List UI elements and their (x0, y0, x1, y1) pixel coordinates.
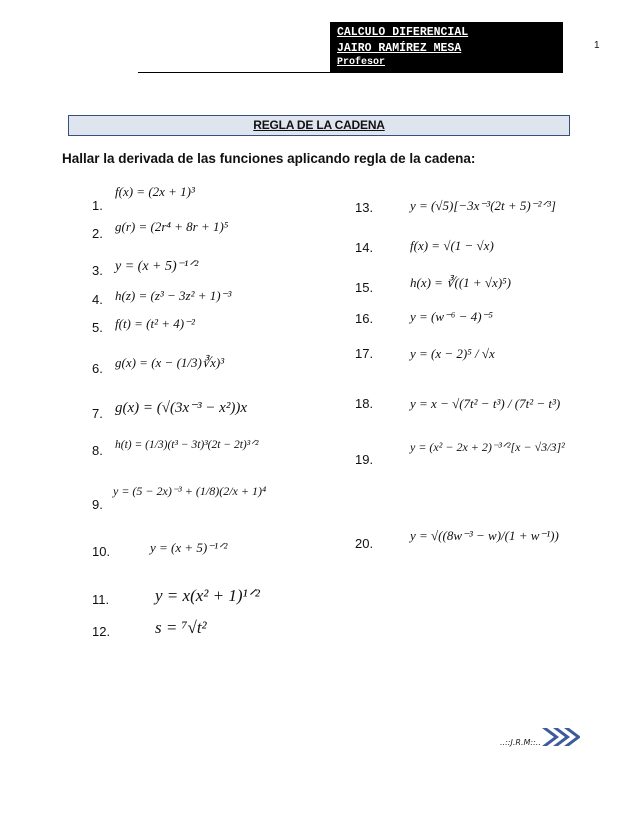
exercise-number: 4. (92, 292, 103, 307)
exercise-expression: g(x) = (x − (1/3)∛x)³ (115, 355, 225, 370)
exercise-number: 17. (355, 346, 374, 361)
exercise-expression: y = x − √(7t² − t³) / (7t² − t³) (410, 396, 561, 411)
exercise-number: 20. (355, 536, 374, 551)
exercise-expression: y = √((8w⁻³ − w)/(1 + w⁻¹)) (410, 528, 559, 543)
page-number: 1 (594, 40, 600, 51)
exercise-expression: f(x) = √(1 − √x) (410, 238, 494, 253)
exercise-number: 10. (92, 544, 111, 559)
exercise-expression: y = (x + 5)⁻¹ᐟ² (150, 540, 228, 555)
exercise-number: 12. (92, 624, 111, 639)
exercise-number: 16. (355, 311, 374, 326)
exercise-number: 14. (355, 240, 374, 255)
exercise-number: 8. (92, 443, 103, 458)
exercise-expression: y = (5 − 2x)⁻³ + (1/8)(2/x + 1)⁴ (113, 484, 267, 498)
exercise-number: 7. (92, 406, 103, 421)
exercise-number: 6. (92, 361, 103, 376)
exercise-number: 18. (355, 396, 374, 411)
exercise-number: 1. (92, 198, 103, 213)
exercise-number: 15. (355, 280, 374, 295)
exercise-expression: h(z) = (z³ − 3z² + 1)⁻³ (115, 288, 232, 303)
exercise-expression: s = ⁷√t² (155, 618, 207, 637)
course-title: CALCULO DIFERENCIAL (337, 26, 469, 39)
exercise-expression: h(x) = ∛((1 + √x)⁵) (410, 275, 511, 290)
exercise-expression: f(x) = (2x + 1)³ (115, 184, 195, 199)
exercise-number: 5. (92, 320, 103, 335)
exercise-number: 13. (355, 200, 374, 215)
page-title: REGLA DE LA CADENA (253, 118, 385, 132)
exercise-expression: y = (√5)[−3x⁻³(2t + 5)⁻²ᐟ³] (410, 198, 556, 213)
exercise-expression: h(t) = (1/3)(t³ − 3t)³(2t − 2t)³ᐟ² (115, 439, 259, 451)
exercise-number: 11. (92, 592, 110, 607)
exercise-expression: y = (w⁻⁶ − 4)⁻⁵ (410, 309, 493, 324)
double-arrow-icon (540, 726, 580, 748)
exercise-expression: f(t) = (t² + 4)⁻² (115, 316, 195, 331)
exercise-expression: g(r) = (2r⁴ + 8r + 1)⁵ (115, 219, 229, 234)
exercise-expression: g(x) = (√(3x⁻³ − x²))x (115, 400, 247, 416)
exercise-number: 9. (92, 497, 103, 512)
exercise-expression: y = x(x² + 1)¹ᐟ² (155, 586, 260, 605)
title-bar (68, 115, 570, 136)
signature: ..::J.R.M::.. (500, 738, 541, 747)
exercise-number: 2. (92, 226, 103, 241)
instruction-text: Hallar la derivada de las funciones aplicando regla de la cadena: (62, 151, 476, 166)
header-rule (138, 72, 563, 73)
header-box (330, 22, 563, 72)
exercise-expression: y = (x + 5)⁻¹ᐟ² (115, 259, 199, 274)
exercise-expression: y = (x² − 2x + 2)⁻³ᐟ²[x − √3/3]² (410, 440, 565, 454)
teacher-name: JAIRO RAMÍREZ MESA (337, 42, 462, 55)
exercise-expression: y = (x − 2)⁵ / √x (410, 346, 495, 361)
exercise-number: 19. (355, 452, 374, 467)
teacher-role: Profesor (337, 57, 386, 68)
exercise-number: 3. (92, 263, 103, 278)
